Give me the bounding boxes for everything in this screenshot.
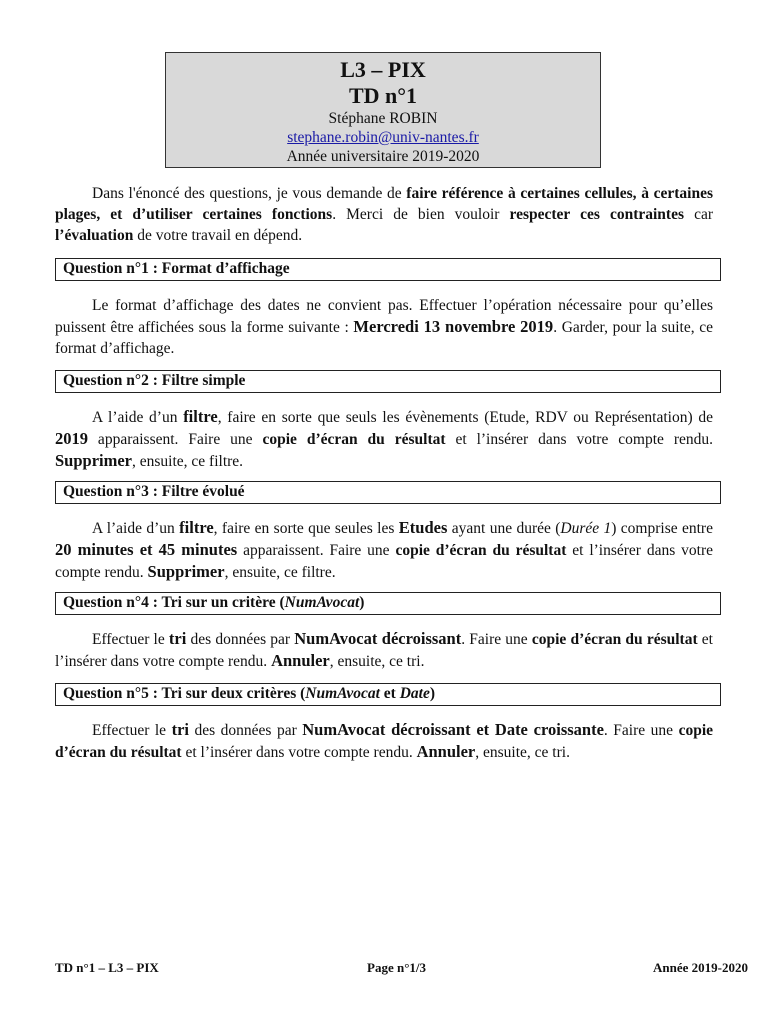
course-title: L3 – PIX (340, 57, 426, 82)
question-2-text: A l’aide d’un filtre, faire en sorte que seuls les évènements (Etude, RDV ou Représentation) de 2019 apparaissent. Faire une copie d’écran du résultat et l’insérer dans votre compte rendu. Supprimer, ensuite, ce filtre. (55, 407, 713, 470)
question-4-text: Effectuer le tri des données par NumAvocat décroissant. Faire une copie d’écran du résultat et l’insérer dans votre compte rendu. Annuler, ensuite, ce tri. (55, 629, 713, 670)
question-3-heading: Question n°3 : Filtre évolué (55, 481, 721, 504)
footer-page-number: Page n°1/3 (367, 960, 427, 975)
question-4-heading: Question n°4 : Tri sur un critère (NumAvocat) (55, 592, 721, 615)
question-5-text: Effectuer le tri des données par NumAvocat décroissant et Date croissante. Faire une copie d’écran du résultat et l’insérer dans votre compte rendu. Annuler, ensuite, ce tri. (55, 720, 713, 761)
footer-left: TD n°1 – L3 – PIX (55, 960, 159, 975)
question-3-text: A l’aide d’un filtre, faire en sorte que seules les Etudes ayant une durée (Durée 1) comprise entre 20 minutes et 45 minutes apparaissent. Faire une copie d’écran du résultat et l’insérer dans votre compte rendu. Supprimer, ensuite, ce filtre. (55, 518, 713, 581)
footer-right: Année 2019-2020 (653, 960, 748, 975)
intro-paragraph: Dans l'énoncé des questions, je vous demande de faire référence à certaines cellules, à certaines plages, et d’utiliser certaines fonctions. Merci de bien vouloir respecter ces contraintes car l’évaluation de votre travail en dépend. (55, 185, 713, 244)
question-5-heading: Question n°5 : Tri sur deux critères (NumAvocat et Date) (55, 683, 721, 706)
academic-year: Année universitaire 2019-2020 (286, 148, 480, 165)
question-2-heading: Question n°2 : Filtre simple (55, 370, 721, 393)
question-1-text: Le format d’affichage des dates ne convient pas. Effectuer l’opération nécessaire pour qu’elles puissent être affichées sous la forme suivante : Mercredi 13 novembre 2019. Garder, pour la suite, ce format d’affichage. (55, 297, 713, 357)
question-1-heading: Question n°1 : Format d’affichage (55, 258, 721, 281)
title-box (165, 52, 601, 168)
author-name: Stéphane ROBIN (328, 110, 438, 127)
td-title: TD n°1 (348, 83, 418, 108)
author-email-link[interactable]: stephane.robin@univ-nantes.fr (287, 129, 479, 146)
